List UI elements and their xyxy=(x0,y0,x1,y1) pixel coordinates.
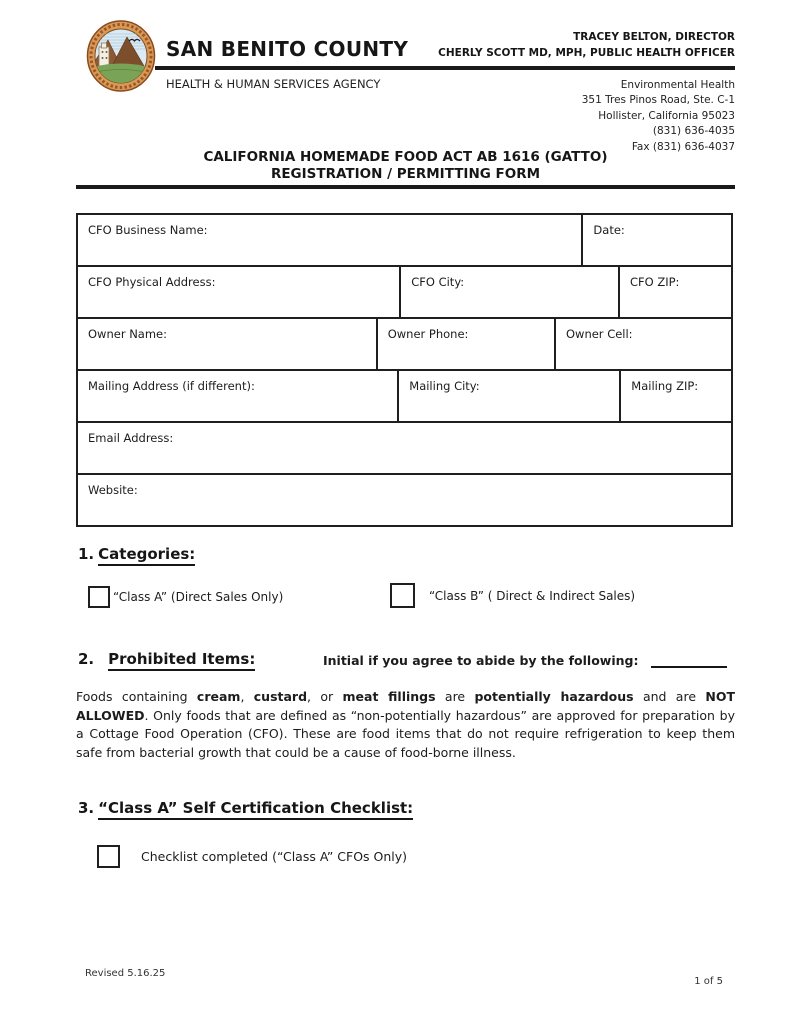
field-website[interactable] xyxy=(78,475,731,525)
county-seal-icon xyxy=(86,20,156,94)
county-name: SAN BENITO COUNTY xyxy=(166,37,409,61)
section-title: “Class A” Self Certification Checklist: xyxy=(98,799,413,820)
checklist-completed-label: Checklist completed (“Class A” CFOs Only) xyxy=(141,849,408,864)
checklist-completed-checkbox[interactable] xyxy=(97,845,120,868)
paragraph-text: Foods containing xyxy=(76,689,197,704)
agency-name: HEALTH & HUMAN SERVICES AGENCY xyxy=(166,77,381,91)
form-title-line1: CALIFORNIA HOMEMADE FOOD ACT AB 1616 (GATTO) xyxy=(203,149,608,165)
table-row xyxy=(78,319,731,371)
prohibited-items-paragraph xyxy=(76,688,735,762)
field-mailing-zip[interactable] xyxy=(621,371,731,421)
title-divider xyxy=(76,185,735,189)
field-label: CFO Business Name: xyxy=(88,223,208,237)
initial-agreement-prompt: Initial if you agree to abide by the following: xyxy=(323,653,639,668)
class-a-option xyxy=(88,586,283,608)
field-mailing-address[interactable] xyxy=(78,371,399,421)
paragraph-text: , or xyxy=(307,689,343,704)
paragraph-text: . Only foods that are defined as “non-potentially hazardous” are approved for preparation by a Cottage Food Operation (CFO). These are food items that do not require refrigeration to keep them safe from bacterial growth that could be a cause of food-borne illness. xyxy=(76,707,735,760)
section-title: Prohibited Items: xyxy=(108,650,255,671)
address-line: Fax (831) 636-4037 xyxy=(631,140,735,153)
paragraph-text-bold: meat fillings xyxy=(342,689,436,704)
field-owner-name[interactable] xyxy=(78,319,378,369)
section-number: 3. xyxy=(78,799,95,817)
field-label: Email Address: xyxy=(88,431,174,445)
field-label: Mailing City: xyxy=(409,379,480,393)
initial-blank-line[interactable] xyxy=(651,651,727,668)
paragraph-text: , xyxy=(240,689,254,704)
field-email-address[interactable] xyxy=(78,423,731,473)
table-row xyxy=(78,371,731,423)
section-categories-heading xyxy=(78,545,195,566)
paragraph-text: and are xyxy=(633,689,706,704)
address-line: Environmental Health xyxy=(620,79,735,91)
section-self-certification-heading xyxy=(78,799,413,820)
form-title xyxy=(76,149,735,183)
class-a-checkbox[interactable] xyxy=(88,586,110,608)
paragraph-text: are xyxy=(435,689,475,704)
checklist-completed-option xyxy=(97,845,407,868)
table-row xyxy=(78,475,731,525)
field-date[interactable] xyxy=(583,215,731,265)
field-label: CFO Physical Address: xyxy=(88,275,216,289)
field-label: CFO ZIP: xyxy=(629,275,680,289)
field-label: Website: xyxy=(88,483,138,497)
class-b-label: “Class B” ( Direct & Indirect Sales) xyxy=(429,588,636,603)
address-line: (831) 636-4035 xyxy=(652,125,735,138)
department-address-block xyxy=(582,78,735,155)
class-b-option xyxy=(390,583,635,608)
field-label: Owner Name: xyxy=(88,327,168,341)
form-title-line2: REGISTRATION / PERMITTING FORM xyxy=(270,166,541,182)
paragraph-text-bold: custard xyxy=(253,689,308,704)
section-title: Categories: xyxy=(98,545,195,566)
field-mailing-city[interactable] xyxy=(399,371,621,421)
table-row xyxy=(78,267,731,319)
address-line: Hollister, California 95023 xyxy=(598,109,735,122)
class-b-checkbox[interactable] xyxy=(390,583,415,608)
revision-date: Revised 5.16.25 xyxy=(85,968,166,979)
field-cfo-zip[interactable] xyxy=(620,267,731,317)
field-label: Mailing ZIP: xyxy=(631,379,699,393)
field-owner-cell[interactable] xyxy=(556,319,731,369)
field-label: Date: xyxy=(593,223,625,237)
header-divider xyxy=(155,66,735,70)
director-line: TRACEY BELTON, DIRECTOR xyxy=(573,31,735,43)
officials-block xyxy=(438,29,735,61)
paragraph-text-bold: potentially hazardous xyxy=(474,689,634,704)
table-row xyxy=(78,423,731,475)
section-prohibited-items-heading xyxy=(78,650,255,671)
field-label: Owner Phone: xyxy=(387,327,469,341)
field-owner-phone[interactable] xyxy=(378,319,556,369)
section-number: 2. xyxy=(78,650,95,668)
section-number: 1. xyxy=(78,545,95,563)
page-number: 1 of 5 xyxy=(694,976,723,987)
field-label: Mailing Address (if different): xyxy=(88,379,255,393)
field-cfo-physical-address[interactable] xyxy=(78,267,401,317)
health-officer-line: CHERLY SCOTT MD, MPH, PUBLIC HEALTH OFFICER xyxy=(438,47,735,59)
field-cfo-city[interactable] xyxy=(401,267,620,317)
field-cfo-business-name[interactable] xyxy=(78,215,583,265)
table-row xyxy=(78,215,731,267)
address-line: 351 Tres Pinos Road, Ste. C-1 xyxy=(581,94,735,107)
paragraph-text-bold: NOT ALLOWED xyxy=(76,689,735,723)
registration-form-table xyxy=(76,213,733,527)
paragraph-text-bold: cream xyxy=(196,689,241,704)
field-label: Owner Cell: xyxy=(565,327,633,341)
class-a-label: “Class A” (Direct Sales Only) xyxy=(113,590,284,604)
field-label: CFO City: xyxy=(411,275,465,289)
